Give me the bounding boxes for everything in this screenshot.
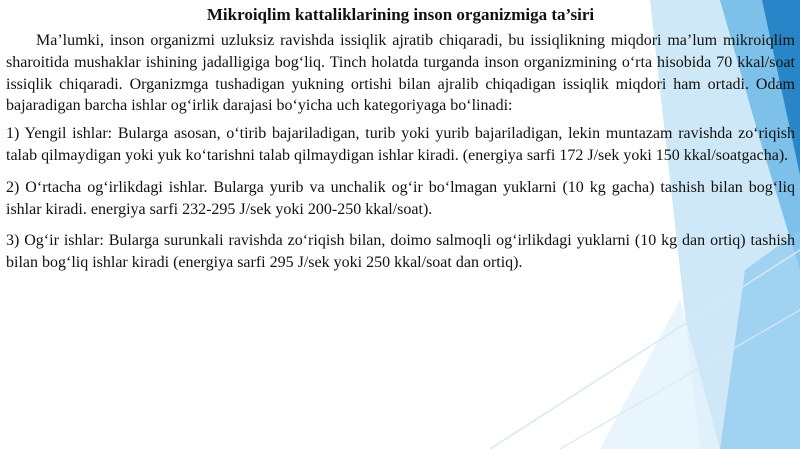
category-item-heavy-work: 3) Og‘ir ishlar: Bularga surunkali ravishda zo‘riqish bilan, doimo salmoqli og‘irlikdagi yuklarni (10 kg dan ortiq) tashish bilan bog‘liq ishlar kiradi (energiya sarfi 295 J/sek yoki 250 kkal/soat dan ortiq). bbox=[6, 232, 795, 272]
category-item-light-work: 1) Yengil ishlar: Bularga asosan, o‘tirib bajariladigan, turib yoki yurib bajariladigan, lekin muntazam ravishda zo‘riqish talab qilmaydigan yoki yuk ko‘tarishni talab qilmaydigan ishlar kiradi. (energiya sarfi 172 J/sek yoki 150 kkal/soatgacha). bbox=[6, 125, 795, 164]
intro-paragraph: Ma’lumki, inson organizmi uzluksiz ravishda issiqlik ajratib chiqaradi, bu issiqlikning miqdori ma’lum mikroiqlim sharoitida mushaklar ishining jadalligiga bog‘liq. Tinch holatda turganda inson organizmining o‘rta hisobida 70 kkal/soat issiqlik chiqaradi. Organizmga tushadigan yukning ortishi bilan ajralib chiqadigan issiqlik miqdori ham ortadi. Odam bajaradigan barcha ishlar og‘irlik darajasi bo‘yicha uch kategoriyaga bo‘linadi: bbox=[6, 32, 795, 115]
category-item-medium-work: 2) O‘rtacha og‘irlikdagi ishlar. Bularga yurib va unchalik og‘ir bo‘lmagan yuklarni (10 kg gacha) tashish bilan bog‘liq ishlar kiradi. energiya sarfi 232-295 J/sek yoki 200-250 kkal/soat). bbox=[6, 178, 795, 218]
slide-title: Mikroiqlim kattaliklarining inson organizmiga ta’siri bbox=[206, 5, 595, 24]
slide-content bbox=[6, 4, 795, 284]
